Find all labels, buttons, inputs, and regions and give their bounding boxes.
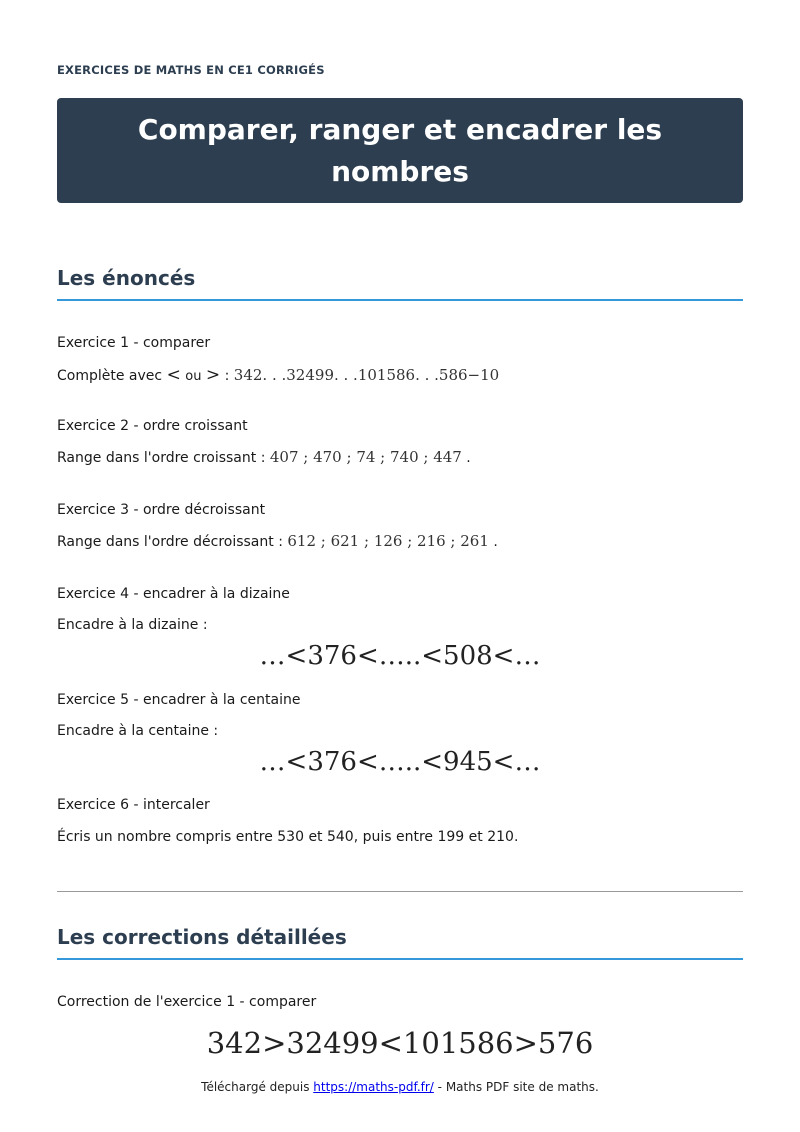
- correction-1-title: Correction de l'exercice 1 - comparer: [57, 994, 317, 1010]
- exercise-3-title: Exercice 3 - ordre décroissant: [57, 502, 266, 518]
- section-heading-corrections: Les corrections détaillées: [57, 925, 743, 960]
- greater-than-symbol: >: [205, 365, 221, 385]
- exercise-2-numbers: 407 ; 470 ; 74 ; 740 ; 447: [269, 448, 462, 466]
- exercise-3-statement: [57, 532, 498, 550]
- section-heading-enonces: Les énoncés: [57, 266, 743, 301]
- exercise-3-numbers: 612 ; 621 ; 126 ; 216 ; 261: [287, 532, 489, 550]
- exercise-2-statement: [57, 448, 471, 466]
- exercise-1-text: Complète avec: [57, 368, 163, 384]
- page-title: Comparer, ranger et encadrer les nombres: [137, 112, 663, 188]
- or-word: ou: [185, 369, 202, 384]
- exercise-2-title: Exercice 2 - ordre croissant: [57, 418, 248, 434]
- page-footer: [57, 1080, 743, 1094]
- exercise-6-text: Écris un nombre compris entre 530 et 540, puis entre 199 et 210.: [57, 829, 519, 845]
- exercise-4-formula: …<376<…..<508<…: [259, 641, 541, 671]
- title-banner: [57, 98, 743, 203]
- exercise-4-title: Exercice 4 - encadrer à la dizaine: [57, 586, 290, 602]
- exercise-3-text: Range dans l'ordre décroissant :: [57, 534, 283, 550]
- page-kicker: EXERCICES DE MATHS EN CE1 CORRIGÉS: [57, 63, 325, 77]
- exercise-5-formula: …<376<…..<945<…: [259, 747, 541, 777]
- colon: :: [224, 368, 230, 384]
- exercise-5-title: Exercice 5 - encadrer à la centaine: [57, 692, 301, 708]
- exercise-3-end: .: [493, 534, 498, 550]
- exercise-2-end: .: [466, 450, 471, 466]
- exercise-5-text: Encadre à la centaine :: [57, 723, 219, 739]
- exercise-1-title: Exercice 1 - comparer: [57, 335, 211, 351]
- section-divider: [57, 891, 743, 892]
- less-than-symbol: <: [166, 365, 181, 385]
- exercise-4-text: Encadre à la dizaine :: [57, 617, 208, 633]
- footer-text-before: Téléchargé depuis: [201, 1080, 310, 1094]
- exercise-1-statement: [57, 365, 499, 385]
- exercise-2-text: Range dans l'ordre croissant :: [57, 450, 266, 466]
- footer-link[interactable]: https://maths-pdf.fr/: [313, 1080, 434, 1094]
- exercise-6-title: Exercice 6 - intercaler: [57, 797, 210, 813]
- correction-1-formula: 342>32499<101586>576: [206, 1026, 594, 1060]
- footer-text-after: - Maths PDF site de maths.: [437, 1080, 599, 1094]
- exercise-1-expression: 342. . .32499. . .101586. . .586−10: [233, 366, 500, 384]
